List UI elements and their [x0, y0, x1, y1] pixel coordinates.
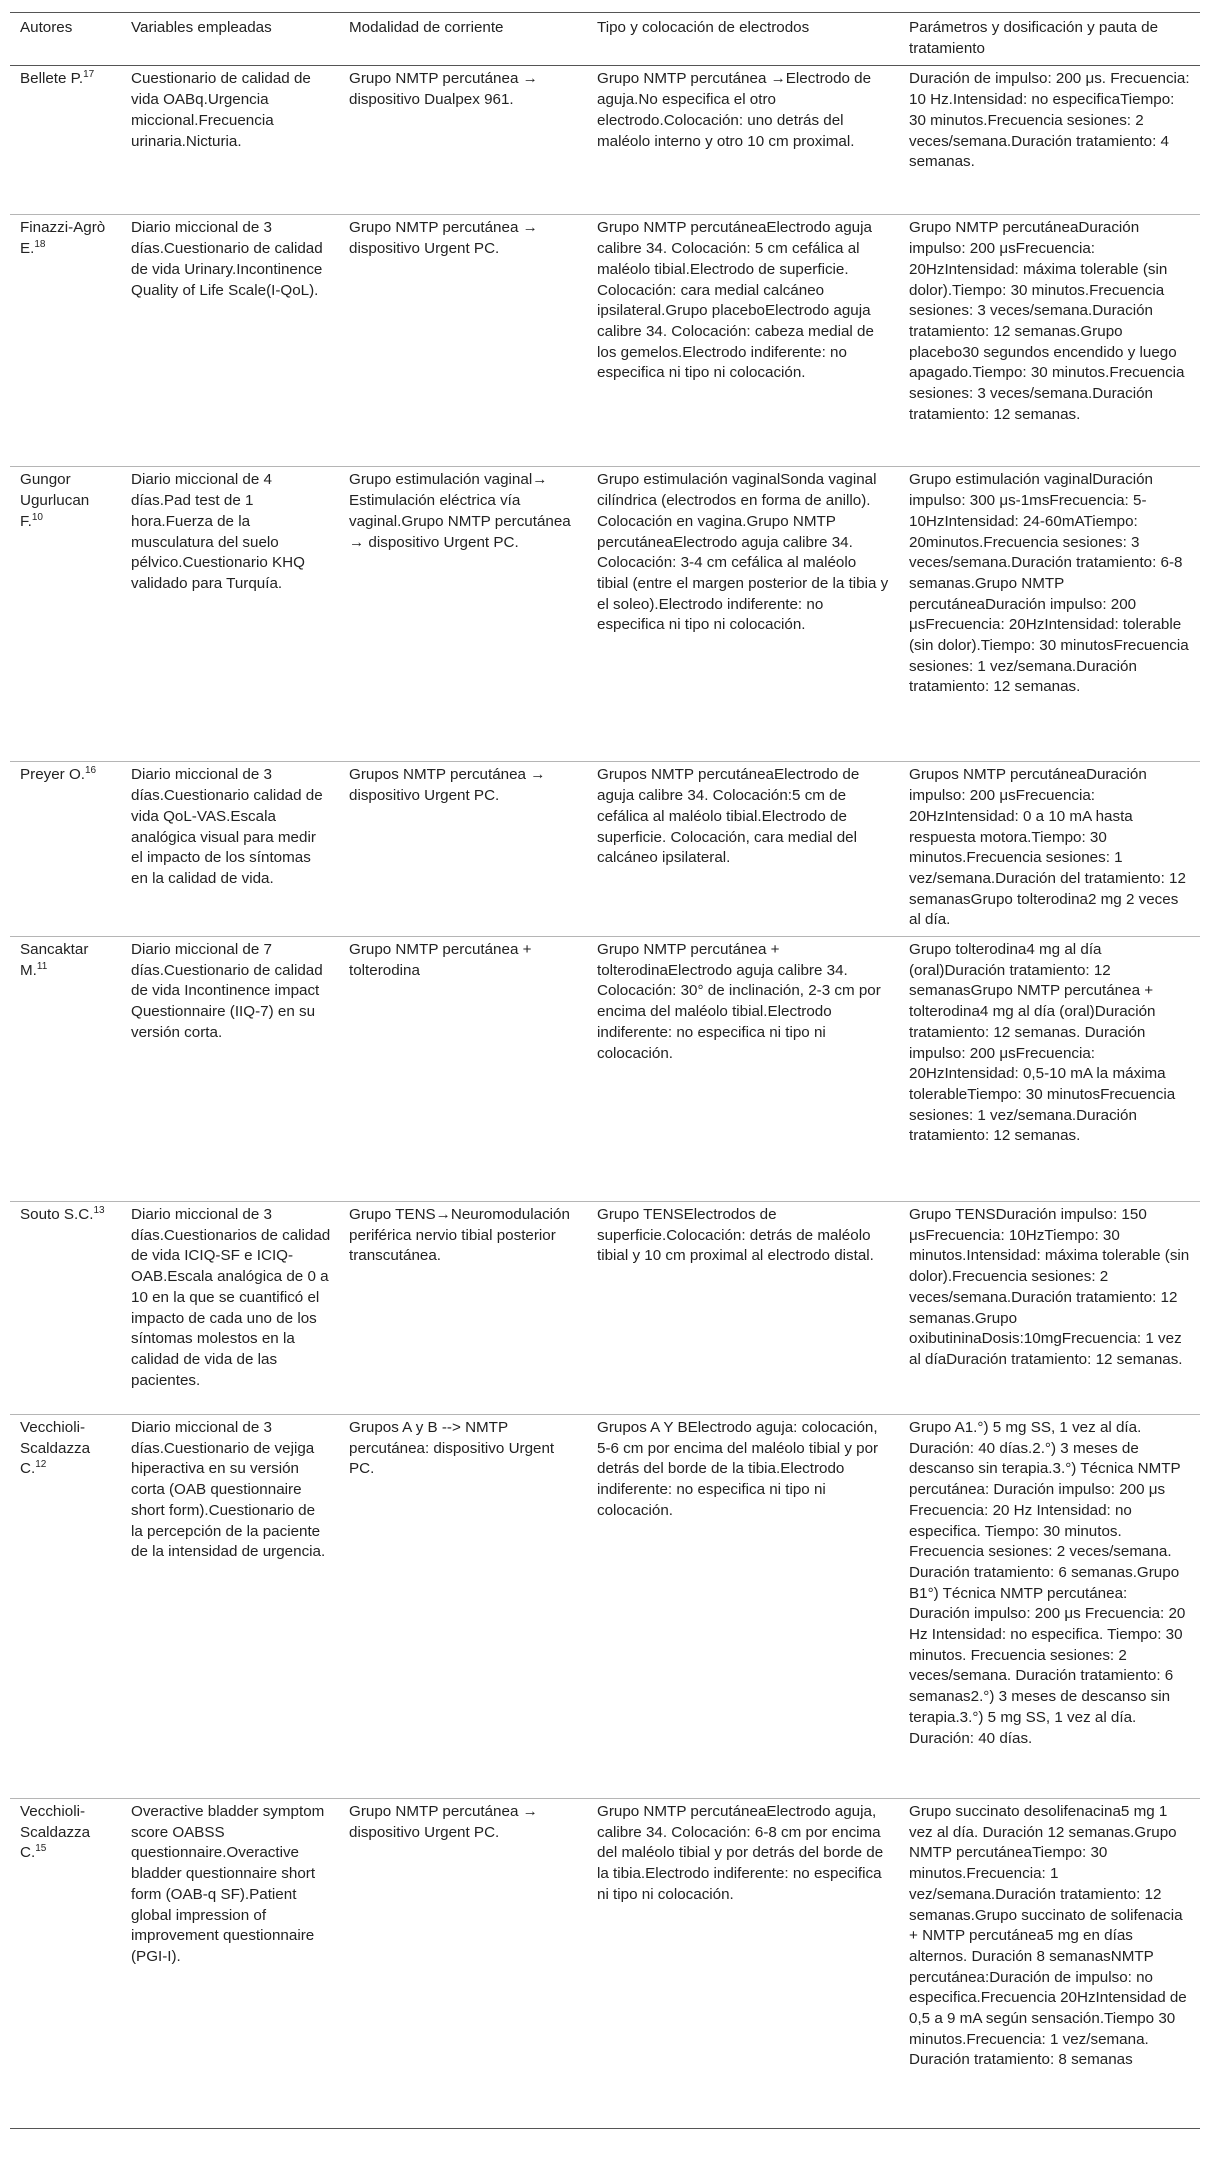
author-name: Bellete P.	[20, 70, 84, 88]
modality-cell: Grupo NMTP percutánea → dispositivo Urgent PC.	[349, 1803, 538, 1841]
header-modalidad: Modalidad de corriente	[349, 19, 504, 36]
table-row	[10, 1415, 1200, 1799]
table-row	[10, 467, 1200, 762]
author-cell	[10, 762, 121, 937]
reference-number: 16	[85, 765, 97, 777]
electrodes-cell: Grupos NMTP percutáneaElectrodo de aguja calibre 34. Colocación:5 cm de cefálica al maléolo tibial.Electrodo de superficie. Colocación, cara medial del calcáneo ipsilateral.	[597, 766, 860, 867]
reference-number: 18	[34, 239, 46, 251]
studies-table	[10, 12, 1200, 2129]
author-cell	[10, 1799, 121, 2129]
variables-cell: Diario miccional de 7 días.Cuestionario de calidad de vida Incontinence impact Questionnaire (IIQ-7) en su versión corta.	[131, 941, 323, 1041]
author-name: Finazzi-Agrò E.	[20, 219, 106, 258]
author-name: Vecchioli-Scaldazza C.	[20, 1803, 91, 1862]
author-name: Vecchioli-Scaldazza C.	[20, 1419, 91, 1478]
modality-cell: Grupo TENS→Neuromodulación periférica nervio tibial posterior transcutánea.	[349, 1206, 570, 1265]
modality-cell: Grupo NMTP percutánea → dispositivo Dualpex 961.	[349, 70, 538, 109]
modality-cell: Grupos A y B --> NMTP percutánea: dispositivo Urgent PC.	[349, 1419, 555, 1478]
author-name: Sancaktar M.	[20, 941, 89, 979]
parameters-cell: Grupo estimulación vaginalDuración impulso: 300 μs-1msFrecuencia: 5-10HzIntensidad: 24-60mATiempo: 20minutos.Frecuencia sesiones: 3 veces/semana.Duración tratamiento: 6-8 semanas.Grupo NMTP percutáneaDuración impulso: 200 μsFrecuencia: 20HzIntensidad: tolerable (sin dolor).Tiempo: 30 minutosFrecuencia sesiones: 1 vez/semana.Duración tratamiento: 12 semanas.	[909, 471, 1189, 696]
parameters-cell: Grupo TENSDuración impulso: 150 μsFrecuencia: 10HzTiempo: 30 minutos.Intensidad: máxima tolerable (sin dolor).Frecuencia sesiones: 2 veces/semana.Duración tratamiento: 12 semanas.Grupo oxibutininaDosis:10mgFrecuencia: 1 vez al díaDuración tratamiento: 12 semanas.	[909, 1206, 1190, 1368]
variables-cell: Overactive bladder symptom score OABSS questionnaire.Overactive bladder questionnaire short form (OAB-q SF).Patient global impression of improvement questionnaire (PGI-I).	[131, 1803, 325, 1965]
variables-cell: Diario miccional de 3 días.Cuestionario calidad de vida QoL-VAS.Escala analógica visual para medir el impacto de los síntomas en la calidad de vida.	[131, 766, 323, 887]
parameters-cell: Grupos NMTP percutáneaDuración impulso: 200 μsFrecuencia: 20HzIntensidad: 0 a 10 mA hasta respuesta motora.Tiempo: 30 minutos.Frecuencia sesiones: 1 vez/semana.Duración del tratamiento: 12 semanasGrupo tolterodina2 mg 2 veces al día.	[909, 766, 1186, 929]
author-cell	[10, 66, 121, 215]
header-parametros: Parámetros y dosificación y pauta de tratamiento	[909, 19, 1159, 57]
electrodes-cell: Grupo NMTP percutáneaElectrodo aguja calibre 34. Colocación: 5 cm cefálica al maléolo tibial.Electrodo de superficie. Colocación: cara medial calcáneo ipsilateral.Grupo placeboElectrodo aguja calibre 34. Colocación: cabeza medial de los gemelos.Electrodo indiferente: no especifica ni tipo ni colocación.	[597, 219, 874, 382]
electrodes-cell: Grupos A Y BElectrodo aguja: colocación, 5-6 cm por encima del maléolo tibial y por detrás del borde de la tibia.Electrodo indiferente: no especifica ni tipo ni colocación.	[597, 1419, 879, 1519]
modality-cell: Grupos NMTP percutánea → dispositivo Urgent PC.	[349, 766, 546, 805]
author-name: Gungor Ugurlucan F.	[20, 471, 90, 530]
table-row	[10, 1799, 1200, 2129]
author-cell	[10, 467, 121, 762]
reference-number: 13	[93, 1204, 105, 1216]
electrodes-cell: Grupo NMTP percutáneaElectrodo aguja, calibre 34. Colocación: 6-8 cm por encima del maléolo tibial y por detrás del borde de la tibia.Electrodo indiferente: no especifica ni tipo ni colocación.	[597, 1803, 884, 1903]
reference-number: 10	[31, 511, 43, 523]
studies-table-container	[10, 12, 1200, 2129]
reference-number: 11	[36, 960, 48, 972]
reference-number: 17	[83, 69, 95, 81]
reference-number: 15	[35, 1843, 47, 1855]
header-variables: Variables empleadas	[131, 19, 272, 36]
parameters-cell: Grupo NMTP percutáneaDuración impulso: 200 μsFrecuencia: 20HzIntensidad: máxima tolerable (sin dolor).Tiempo: 30 minutos.Frecuencia sesiones: 3 veces/semana.Duración tratamiento: 12 semanas.Grupo placebo30 segundos encendido y luego apagado.Tiempo: 30 minutos.Frecuencia sesiones: 3 veces/semana.Duración tratamiento: 12 semanas.	[909, 219, 1185, 423]
variables-cell: Cuestionario de calidad de vida OABq.Urgencia miccional.Frecuencia urinaria.Nicturia.	[131, 70, 311, 150]
table-row	[10, 937, 1200, 1202]
reference-number: 12	[35, 1459, 47, 1471]
variables-cell: Diario miccional de 3 días.Cuestionarios de calidad de vida ICIQ-SF e ICIQ-OAB.Escala analógica de 0 a 10 en la que se cuantificó el impacto de cada uno de los síntomas molestos en la calidad de vida de las pacientes.	[131, 1206, 331, 1389]
electrodes-cell: Grupo TENSElectrodos de superficie.Colocación: detrás de maléolo tibial y 10 cm proximal al electrodo distal.	[597, 1206, 874, 1265]
electrodes-cell: Grupo estimulación vaginalSonda vaginal cilíndrica (electrodos en forma de anillo). Colocación en vagina.Grupo NMTP percutáneaElectrodo aguja calibre 34. Colocación: 3-4 cm cefálica al maléolo tibial (entre el margen posterior de la tibia y el soleo).Electrodo indiferente: no especifica ni tipo ni colocación.	[597, 471, 889, 634]
parameters-cell: Grupo succinato desolifenacina5 mg 1 vez al día. Duración 12 semanas.Grupo NMTP percutáneaTiempo: 30 minutos.Frecuencia: 1 vez/semana.Duración tratamiento: 12 semanas.Grupo succinato de solifenacia + NMTP percutánea5 mg en días alternos. Duración 8 semanasNMTP percutánea:Duración de impulso: no especifica.Frecuencia 20HzIntensidad de 0,5 a 9 mA según sensación.Tiempo 30 minutos.Frecuencia: 1 vez/semana. Duración tratamiento: 8 semanas	[909, 1803, 1187, 2069]
modality-cell: Grupo NMTP percutánea + tolterodina	[349, 941, 532, 979]
modality-cell: Grupo NMTP percutánea → dispositivo Urgent PC.	[349, 219, 538, 258]
header-electrodos: Tipo y colocación de electrodos	[597, 19, 810, 36]
electrodes-cell: Grupo NMTP percutánea + tolterodinaElectrodo aguja calibre 34. Colocación: 30° de inclinación, 2-3 cm por encima del maléolo tibial.Electrodo indiferente: no especifica ni tipo ni colocación.	[597, 941, 881, 1062]
author-cell	[10, 1202, 121, 1415]
modality-cell: Grupo estimulación vaginal→ Estimulación eléctrica vía vaginal.Grupo NMTP percutánea → dispositivo Urgent PC.	[349, 471, 571, 551]
parameters-cell: Grupo tolterodina4 mg al día (oral)Duración tratamiento: 12 semanasGrupo NMTP percutánea + tolterodina4 mg al día (oral)Duración tratamiento: 12 semanas. Duración impulso: 200 μsFrecuencia: 20HzIntensidad: 0,5-10 mA la máxima tolerableTiempo: 30 minutosFrecuencia sesiones: 1 vez/semana.Duración tratamiento: 12 semanas.	[909, 941, 1176, 1145]
author-name: Souto S.C.	[20, 1206, 94, 1224]
author-cell	[10, 1415, 121, 1799]
table-header-row	[10, 13, 1200, 66]
author-cell	[10, 215, 121, 467]
parameters-cell: Grupo A1.°) 5 mg SS, 1 vez al día. Duración: 40 días.2.°) 3 meses de descanso sin terapia.3.°) Técnica NMTP percutánea: Duración impulso: 200 μs Frecuencia: 20 Hz Intensidad: no especifica. Tiempo: 30 minutos. Frecuencia sesiones: 2 veces/semana. Duración tratamiento: 6 semanas.Grupo B1°) Técnica NMTP percutánea: Duración impulso: 200 μs Frecuencia: 20 Hz Intensidad: no especifica. Tiempo: 30 minutos. Frecuencia sesiones: 2 veces/semana. Duración tratamiento: 6 semanas2.°) 3 meses de descanso sin terapia.3.°) 5 mg SS, 1 vez al día. Duración: 40 días.	[909, 1419, 1186, 1747]
table-row	[10, 66, 1200, 215]
author-cell	[10, 937, 121, 1202]
parameters-cell: Duración de impulso: 200 μs. Frecuencia: 10 Hz.Intensidad: no especificaTiempo: 30 minutos.Frecuencia sesiones: 2 veces/semana.Duración tratamiento: 4 semanas.	[909, 70, 1190, 171]
author-name: Preyer O.	[20, 766, 85, 784]
table-row	[10, 215, 1200, 467]
variables-cell: Diario miccional de 3 días.Cuestionario de vejiga hiperactiva en su versión corta (OAB questionnaire short form).Cuestionario de la percepción de la paciente de la intensidad de urgencia.	[131, 1419, 326, 1561]
variables-cell: Diario miccional de 3 días.Cuestionario de calidad de vida Urinary.Incontinence Quality of Life Scale(I-QoL).	[131, 219, 323, 299]
variables-cell: Diario miccional de 4 días.Pad test de 1 hora.Fuerza de la musculatura del suelo pélvico.Cuestionario KHQ validado para Turquía.	[131, 471, 305, 592]
table-row	[10, 1202, 1200, 1415]
electrodes-cell: Grupo NMTP percutánea →Electrodo de aguja.No especifica el otro electrodo.Colocación: uno detrás del maléolo interno y otro 10 cm proximal.	[597, 70, 872, 150]
table-row	[10, 762, 1200, 937]
header-autores: Autores	[20, 19, 73, 36]
